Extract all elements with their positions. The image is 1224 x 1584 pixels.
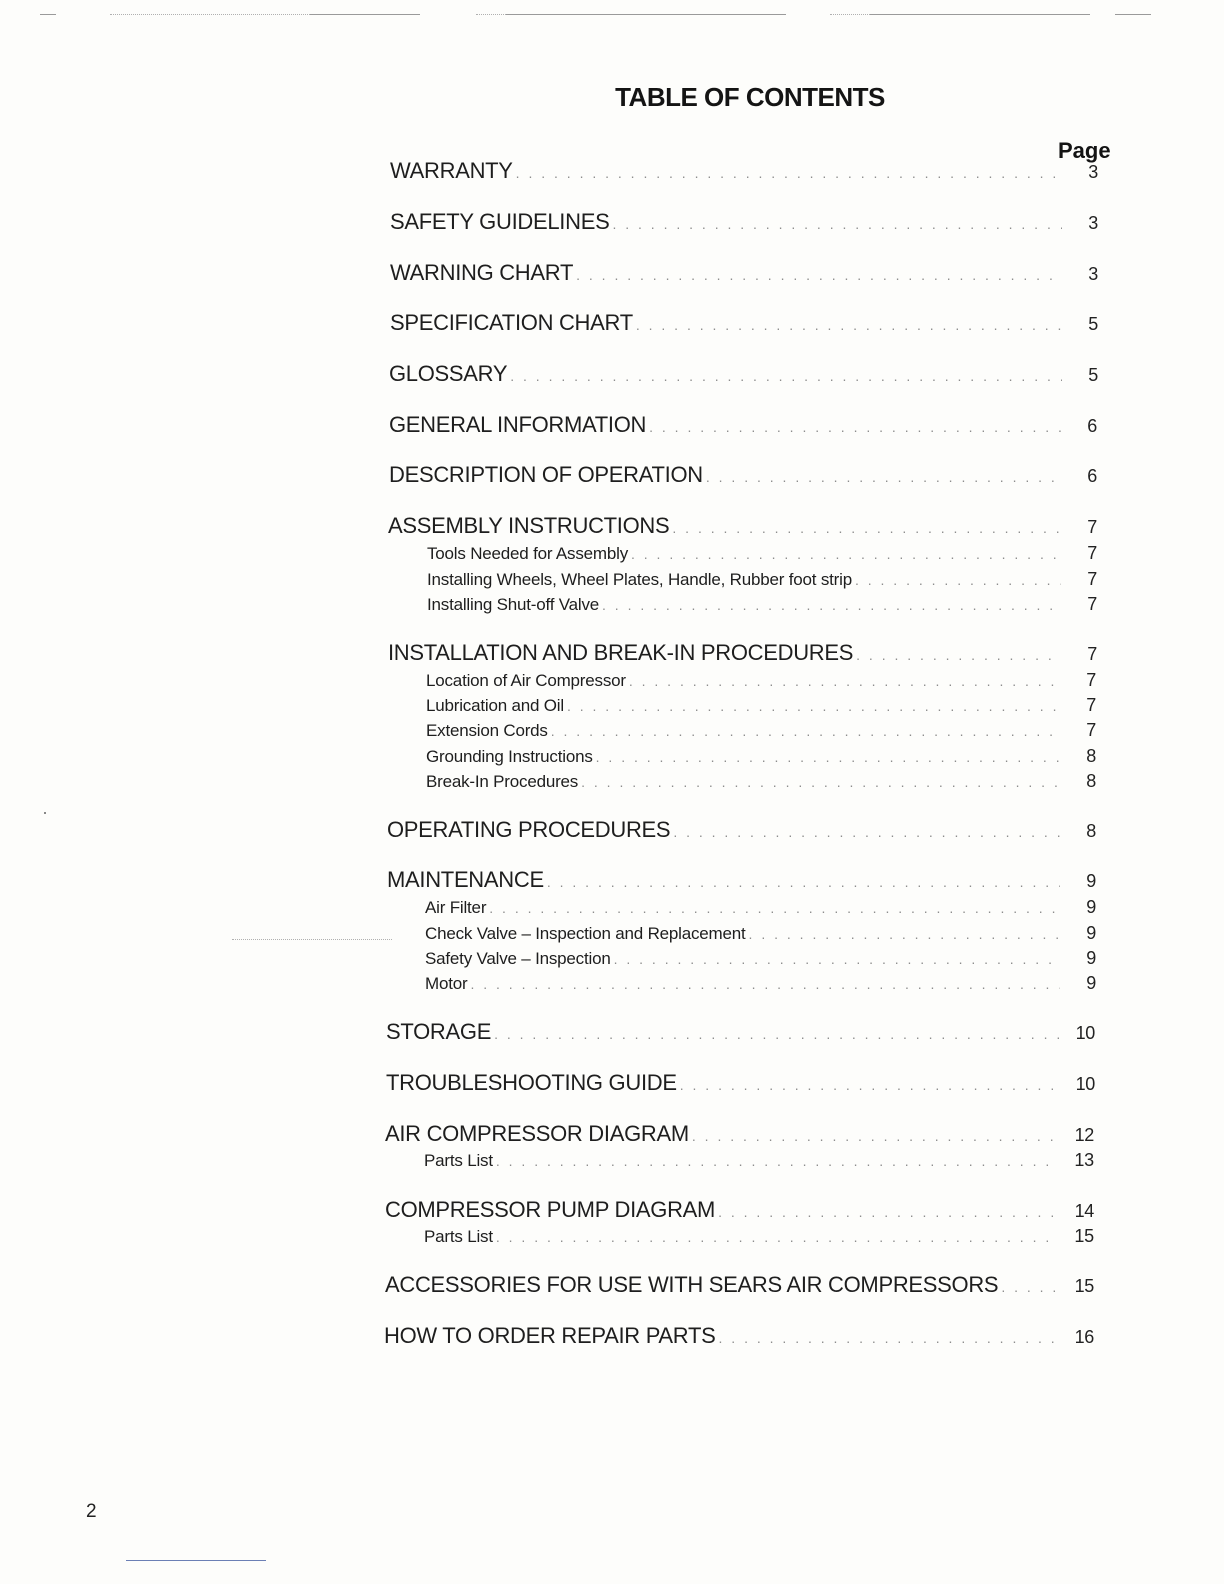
- toc-entry-label: Tools Needed for Assembly: [427, 544, 628, 563]
- toc-entry-label: AIR COMPRESSOR DIAGRAM: [385, 1121, 689, 1146]
- toc-entry-compressor-pump-diagram: [385, 1197, 1094, 1223]
- toc-entry-air-compressor-diagram: [385, 1121, 1094, 1147]
- toc-subentry-check-valve: [425, 923, 1096, 944]
- toc-entry-accessories: [385, 1272, 1094, 1298]
- dot-leader: [718, 1204, 1058, 1220]
- toc-entry-assembly-instructions: [388, 513, 1097, 539]
- toc-entry-page: 7: [1087, 594, 1097, 614]
- toc-subentry-safety-valve: [425, 948, 1096, 969]
- toc-subentry-parts-list-1: [424, 1150, 1094, 1171]
- toc-entry-label: Parts List: [424, 1151, 493, 1170]
- toc-entry-page: 10: [1075, 1023, 1095, 1043]
- toc-entry-page: 12: [1074, 1125, 1094, 1145]
- dot-leader: [547, 874, 1060, 890]
- toc-entry-how-to-order: [384, 1323, 1094, 1349]
- toc-entry-operating-procedures: [387, 817, 1096, 843]
- dot-leader: [673, 824, 1060, 840]
- toc-entry-label: Break-In Procedures: [426, 772, 579, 791]
- dot-leader: [489, 900, 1060, 916]
- toc-entry-warranty: [390, 158, 1098, 184]
- toc-entry-label: Check Valve – Inspection and Replacement: [425, 924, 746, 943]
- toc-entry-page: 7: [1087, 569, 1097, 589]
- toc-subentry-grounding: [426, 746, 1096, 767]
- dot-leader: [596, 749, 1060, 765]
- toc-entry-label: GENERAL INFORMATION: [389, 412, 647, 437]
- dot-leader: [680, 1077, 1059, 1093]
- toc-entry-label: SAFETY GUIDELINES: [390, 209, 610, 234]
- toc-entry-label: STORAGE: [386, 1019, 492, 1044]
- toc-entry-specification-chart: [390, 310, 1098, 336]
- toc-entry-label: WARNING CHART: [390, 260, 574, 285]
- toc-entry-label: ASSEMBLY INSTRUCTIONS: [388, 513, 670, 538]
- toc-entry-page: 6: [1087, 466, 1097, 486]
- toc-entry-label: Safety Valve – Inspection: [425, 949, 611, 968]
- toc-entry-label: Lubrication and Oil: [426, 696, 564, 715]
- toc-entry-label: HOW TO ORDER REPAIR PARTS: [384, 1323, 716, 1348]
- toc-entry-general-information: [389, 412, 1097, 438]
- dot-leader: [692, 1128, 1058, 1144]
- toc-entry-label: SPECIFICATION CHART: [390, 310, 633, 335]
- toc-subentry-tools-needed: [427, 543, 1097, 564]
- toc-entry-page: 7: [1086, 695, 1096, 715]
- dot-leader: [631, 546, 1061, 562]
- page-title: TABLE OF CONTENTS: [615, 82, 885, 112]
- toc-entry-page: 15: [1074, 1276, 1094, 1296]
- toc-entry-label: Motor: [425, 974, 468, 993]
- dot-leader: [855, 572, 1061, 588]
- toc-entry-page: 13: [1074, 1150, 1094, 1170]
- dot-leader: [856, 647, 1061, 663]
- toc-subentry-extension-cords: [426, 720, 1096, 741]
- dot-leader: [649, 419, 1061, 435]
- dot-leader: [706, 469, 1061, 485]
- toc-entry-label: MAINTENANCE: [387, 867, 544, 892]
- toc-entry-page: 9: [1086, 973, 1096, 993]
- dot-leader: [602, 597, 1061, 613]
- dot-leader: [551, 723, 1060, 739]
- toc-entry-label: Installing Wheels, Wheel Plates, Handle, Rubber foot strip: [427, 570, 852, 589]
- toc-entry-page: 7: [1087, 644, 1097, 664]
- toc-entry-page: 6: [1087, 416, 1097, 436]
- toc-entry-page: 8: [1086, 771, 1096, 791]
- dot-leader: [496, 1229, 1058, 1245]
- toc-entry-page: 3: [1088, 162, 1098, 182]
- toc-entry-page: 14: [1074, 1201, 1094, 1221]
- dot-leader: [470, 976, 1060, 992]
- toc-entry-warning-chart: [390, 260, 1098, 286]
- toc-entry-safety-guidelines: [390, 209, 1098, 235]
- toc-subentry-shut-off-valve: [427, 594, 1097, 615]
- dot-leader: [636, 317, 1062, 333]
- toc-entry-label: Location of Air Compressor: [426, 671, 626, 690]
- toc-entry-glossary: [389, 361, 1098, 387]
- toc-subentry-location: [426, 670, 1096, 691]
- toc-entry-label: TROUBLESHOOTING GUIDE: [386, 1070, 677, 1095]
- toc-entry-page: 8: [1086, 746, 1096, 766]
- toc-subentry-lubrication: [426, 695, 1096, 716]
- dot-leader: [614, 951, 1060, 967]
- dot-leader: [567, 698, 1060, 714]
- toc-entry-label: DESCRIPTION OF OPERATION: [389, 462, 703, 487]
- toc-entry-page: 9: [1086, 923, 1096, 943]
- toc-entry-maintenance: [387, 867, 1096, 893]
- dot-leader: [576, 267, 1062, 283]
- toc-entry-page: 9: [1086, 897, 1096, 917]
- toc-entry-label: WARRANTY: [390, 158, 513, 183]
- toc-subentry-air-filter: [425, 897, 1096, 918]
- toc-entry-page: 16: [1074, 1327, 1094, 1347]
- toc-entry-page: 7: [1087, 543, 1097, 563]
- toc-entry-page: 7: [1087, 517, 1097, 537]
- toc-entry-page: 9: [1086, 948, 1096, 968]
- toc-entry-page: 5: [1088, 365, 1098, 385]
- page-number: 2: [86, 1501, 97, 1522]
- toc-entry-label: Installing Shut-off Valve: [427, 595, 600, 614]
- toc-entry-label: Parts List: [424, 1227, 493, 1246]
- dot-leader: [672, 520, 1061, 536]
- toc-subentry-break-in: [426, 771, 1096, 792]
- toc-entry-label: Extension Cords: [426, 721, 548, 740]
- toc-subentry-parts-list-2: [424, 1226, 1094, 1247]
- toc-entry-page: 15: [1074, 1226, 1094, 1246]
- dot-leader: [719, 1330, 1058, 1346]
- dot-leader: [581, 774, 1060, 790]
- dot-leader: [496, 1153, 1058, 1169]
- dot-leader: [629, 673, 1060, 689]
- toc-subentry-motor: [425, 973, 1096, 994]
- toc-entry-page: 5: [1088, 314, 1098, 334]
- toc-entry-page: 3: [1088, 264, 1098, 284]
- toc-entry-label: OPERATING PROCEDURES: [387, 817, 671, 842]
- toc-entry-description-of-operation: [389, 462, 1097, 488]
- toc-entry-label: INSTALLATION AND BREAK-IN PROCEDURES: [388, 640, 854, 665]
- toc-entry-label: GLOSSARY: [389, 361, 508, 386]
- dot-leader: [749, 926, 1060, 942]
- toc-entry-page: 3: [1088, 213, 1098, 233]
- dot-leader: [612, 216, 1062, 232]
- dot-leader: [494, 1026, 1059, 1042]
- toc-entry-label: Grounding Instructions: [426, 747, 593, 766]
- dot-leader: [516, 165, 1062, 181]
- dot-leader: [510, 368, 1062, 384]
- toc-entry-label: ACCESSORIES FOR USE WITH SEARS AIR COMPRESSORS: [385, 1272, 999, 1297]
- toc-entry-page: 9: [1086, 871, 1096, 891]
- toc-subentry-installing-wheels: [427, 569, 1097, 590]
- toc-entry-storage: [386, 1019, 1095, 1045]
- toc-entry-page: 7: [1086, 670, 1096, 690]
- toc-entry-page: 7: [1086, 720, 1096, 740]
- page-column-header: Page: [1058, 138, 1111, 163]
- toc-entry-label: COMPRESSOR PUMP DIAGRAM: [385, 1197, 716, 1222]
- toc-entry-troubleshooting-guide: [386, 1070, 1095, 1096]
- toc-entry-page: 8: [1086, 821, 1096, 841]
- toc-entry-installation-break-in: [388, 640, 1097, 666]
- dot-leader: [1001, 1279, 1058, 1295]
- toc-entry-page: 10: [1075, 1074, 1095, 1094]
- toc-entry-label: Air Filter: [425, 898, 487, 917]
